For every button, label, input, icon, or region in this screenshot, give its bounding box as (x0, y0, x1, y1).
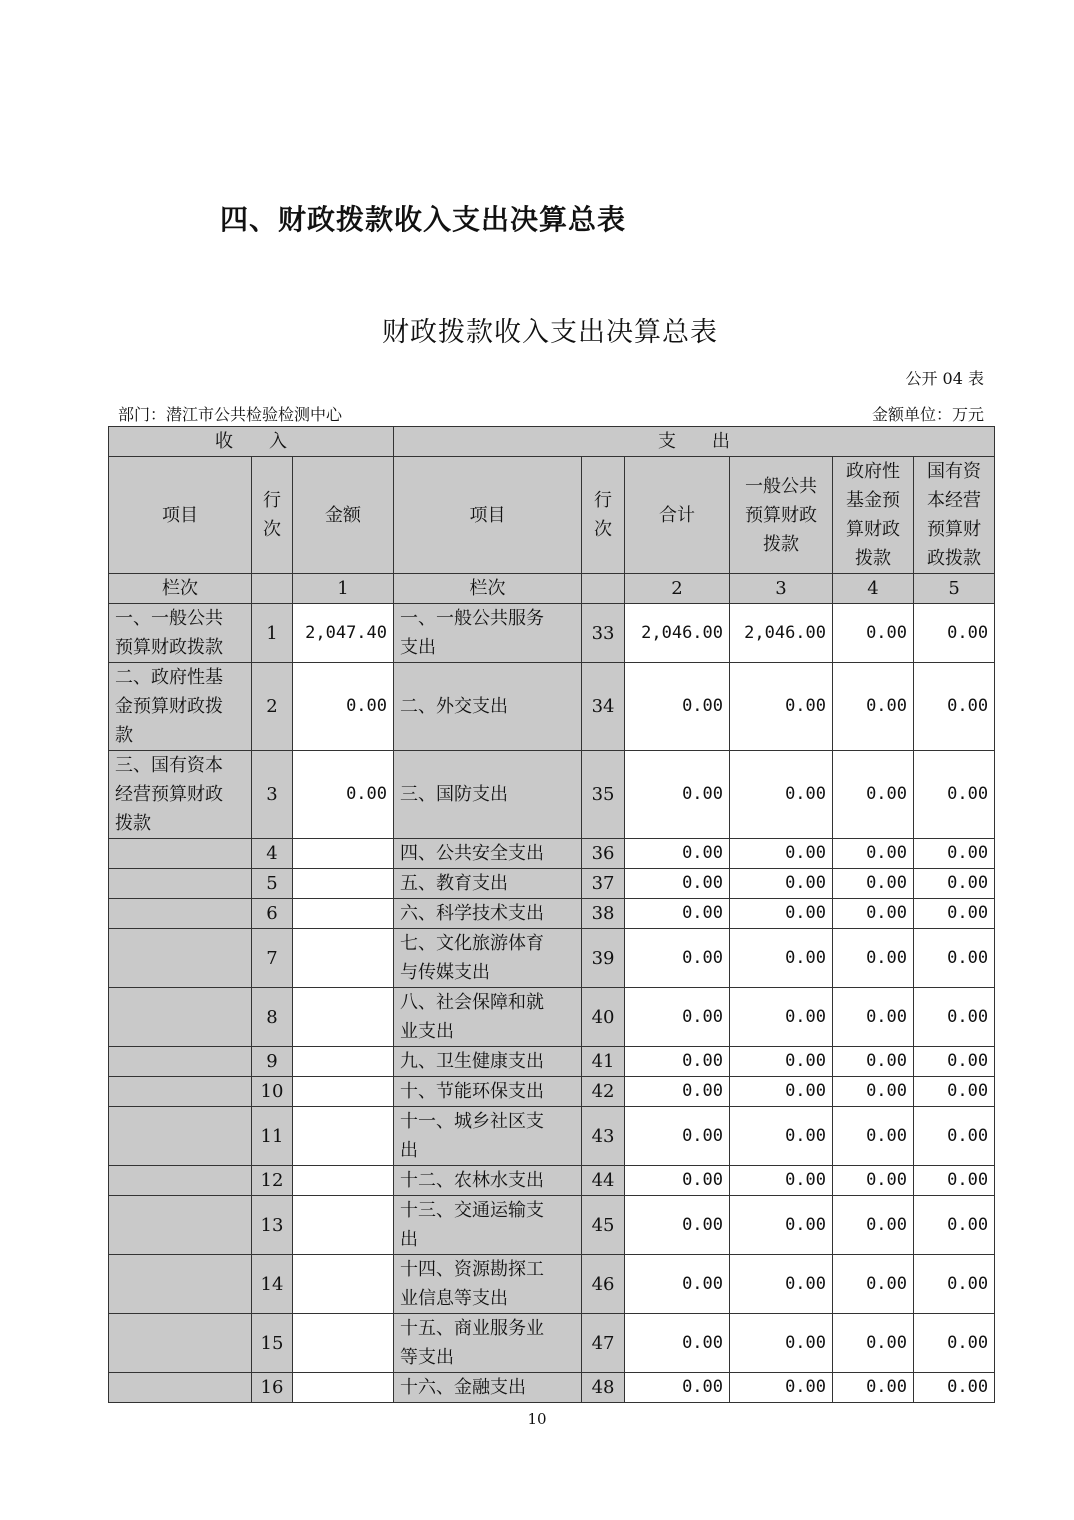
expense-item-cell: 十、节能环保支出 (394, 1077, 582, 1107)
total-cell: 0.00 (625, 988, 730, 1047)
total-cell: 0.00 (625, 869, 730, 899)
income-amount-cell (293, 1314, 394, 1373)
state-capital-cell: 0.00 (914, 1196, 995, 1255)
state-capital-cell: 0.00 (914, 1373, 995, 1403)
total-cell: 0.00 (625, 1373, 730, 1403)
total-cell: 0.00 (625, 899, 730, 929)
income-line-cell: 15 (252, 1314, 293, 1373)
gov-fund-cell: 0.00 (833, 929, 914, 988)
table-row (109, 1107, 995, 1166)
gov-fund-cell: 0.00 (833, 1314, 914, 1373)
expense-item-cell: 三、国防支出 (394, 751, 582, 839)
income-amount-cell (293, 869, 394, 899)
appropriation-table (108, 426, 995, 1403)
general-budget-cell: 0.00 (730, 1255, 833, 1314)
expense-line-cell: 37 (582, 869, 625, 899)
expense-item-cell: 九、卫生健康支出 (394, 1047, 582, 1077)
table-row (109, 751, 995, 839)
income-line-cell: 11 (252, 1107, 293, 1166)
income-amount-cell (293, 929, 394, 988)
state-capital-cell: 0.00 (914, 869, 995, 899)
total-cell: 0.00 (625, 1107, 730, 1166)
expense-line-cell: 48 (582, 1373, 625, 1403)
income-amount-cell: 2,047.40 (293, 604, 394, 663)
expense-line-cell: 45 (582, 1196, 625, 1255)
general-budget-cell: 0.00 (730, 751, 833, 839)
department-label: 部门：潜江市公共检验检测中心 (118, 405, 343, 424)
general-budget-cell: 0.00 (730, 1166, 833, 1196)
income-header: 收 入 (109, 427, 394, 457)
total-cell: 0.00 (625, 1196, 730, 1255)
column-index-empty (252, 574, 293, 604)
income-item-header: 项目 (109, 457, 252, 574)
gov-fund-cell: 0.00 (833, 604, 914, 663)
income-line-cell: 13 (252, 1196, 293, 1255)
income-line-cell: 16 (252, 1373, 293, 1403)
general-budget-cell: 0.00 (730, 899, 833, 929)
gov-fund-cell: 0.00 (833, 1196, 914, 1255)
income-amount-cell (293, 1047, 394, 1077)
expense-item-cell: 十五、商业服务业 等支出 (394, 1314, 582, 1373)
income-item-cell (109, 869, 252, 899)
state-capital-cell: 0.00 (914, 929, 995, 988)
table-row (109, 1373, 995, 1403)
income-item-cell (109, 839, 252, 869)
income-item-cell (109, 1373, 252, 1403)
income-line-cell: 1 (252, 604, 293, 663)
column-index-empty (582, 574, 625, 604)
total-cell: 0.00 (625, 929, 730, 988)
expense-line-cell: 47 (582, 1314, 625, 1373)
income-item-cell (109, 899, 252, 929)
expense-item-cell: 二、外交支出 (394, 663, 582, 751)
income-line-cell: 14 (252, 1255, 293, 1314)
gov-fund-cell: 0.00 (833, 1255, 914, 1314)
expense-item-cell: 十一、城乡社区支 出 (394, 1107, 582, 1166)
income-item-cell (109, 988, 252, 1047)
expense-item-cell: 四、公共安全支出 (394, 839, 582, 869)
state-capital-cell: 0.00 (914, 988, 995, 1047)
general-budget-cell: 0.00 (730, 1047, 833, 1077)
table-row (109, 929, 995, 988)
table-title: 财政拨款收入支出决算总表 (382, 317, 718, 348)
page-number: 10 (527, 1410, 547, 1428)
income-item-cell (109, 929, 252, 988)
expense-item-cell: 一、一般公共服务 支出 (394, 604, 582, 663)
gov-fund-cell: 0.00 (833, 1373, 914, 1403)
gov-fund-cell: 0.00 (833, 1166, 914, 1196)
income-item-cell (109, 1196, 252, 1255)
income-amount-header: 金额 (293, 457, 394, 574)
expense-item-cell: 八、社会保障和就 业支出 (394, 988, 582, 1047)
column-index-1: 1 (293, 574, 394, 604)
column-index-2: 2 (625, 574, 730, 604)
income-amount-cell: 0.00 (293, 751, 394, 839)
table-row (109, 663, 995, 751)
gov-fund-cell: 0.00 (833, 1107, 914, 1166)
state-capital-header: 国有资 本经营 预算财 政拨款 (914, 457, 995, 574)
gov-fund-cell: 0.00 (833, 988, 914, 1047)
general-budget-cell: 0.00 (730, 663, 833, 751)
state-capital-cell: 0.00 (914, 1166, 995, 1196)
gov-fund-cell: 0.00 (833, 839, 914, 869)
table-row (109, 1255, 995, 1314)
expense-line-cell: 34 (582, 663, 625, 751)
general-budget-cell: 0.00 (730, 929, 833, 988)
general-budget-header: 一般公共 预算财政 拨款 (730, 457, 833, 574)
expense-header: 支 出 (394, 427, 995, 457)
general-budget-cell: 2,046.00 (730, 604, 833, 663)
table-row (109, 988, 995, 1047)
income-amount-cell: 0.00 (293, 663, 394, 751)
general-budget-cell: 0.00 (730, 869, 833, 899)
general-budget-cell: 0.00 (730, 1314, 833, 1373)
income-item-cell (109, 1166, 252, 1196)
column-index-label: 栏次 (109, 574, 252, 604)
table-row (109, 839, 995, 869)
income-line-cell: 6 (252, 899, 293, 929)
income-amount-cell (293, 1166, 394, 1196)
gov-fund-cell: 0.00 (833, 1077, 914, 1107)
expense-line-cell: 35 (582, 751, 625, 839)
income-item-cell (109, 1314, 252, 1373)
table-row (109, 1196, 995, 1255)
expense-line-cell: 40 (582, 988, 625, 1047)
expense-line-cell: 41 (582, 1047, 625, 1077)
income-item-cell (109, 1255, 252, 1314)
income-amount-cell (293, 1077, 394, 1107)
expense-line-cell: 36 (582, 839, 625, 869)
expense-line-cell: 46 (582, 1255, 625, 1314)
table-row (109, 1047, 995, 1077)
form-number: 公开 04 表 (905, 369, 984, 388)
state-capital-cell: 0.00 (914, 663, 995, 751)
income-item-cell (109, 1077, 252, 1107)
state-capital-cell: 0.00 (914, 1255, 995, 1314)
income-line-header: 行 次 (252, 457, 293, 574)
income-line-cell: 12 (252, 1166, 293, 1196)
gov-fund-cell: 0.00 (833, 751, 914, 839)
state-capital-cell: 0.00 (914, 1314, 995, 1373)
column-index-label: 栏次 (394, 574, 582, 604)
income-amount-cell (293, 899, 394, 929)
general-budget-cell: 0.00 (730, 1196, 833, 1255)
income-line-cell: 10 (252, 1077, 293, 1107)
table-row (109, 1077, 995, 1107)
total-header: 合计 (625, 457, 730, 574)
expense-line-cell: 33 (582, 604, 625, 663)
general-budget-cell: 0.00 (730, 1107, 833, 1166)
gov-fund-cell: 0.00 (833, 663, 914, 751)
gov-fund-cell: 0.00 (833, 1047, 914, 1077)
amount-unit-label: 金额单位：万元 (871, 405, 984, 424)
income-line-cell: 9 (252, 1047, 293, 1077)
table-row (109, 899, 995, 929)
table-row (109, 604, 995, 663)
state-capital-cell: 0.00 (914, 1077, 995, 1107)
gov-fund-cell: 0.00 (833, 869, 914, 899)
expense-item-cell: 七、文化旅游体育 与传媒支出 (394, 929, 582, 988)
income-line-cell: 4 (252, 839, 293, 869)
income-line-cell: 3 (252, 751, 293, 839)
expense-line-cell: 39 (582, 929, 625, 988)
income-item-cell (109, 1107, 252, 1166)
total-cell: 0.00 (625, 1047, 730, 1077)
income-amount-cell (293, 1373, 394, 1403)
expense-item-header: 项目 (394, 457, 582, 574)
total-cell: 0.00 (625, 1255, 730, 1314)
expense-item-cell: 五、教育支出 (394, 869, 582, 899)
income-amount-cell (293, 839, 394, 869)
income-amount-cell (293, 988, 394, 1047)
expense-line-header: 行 次 (582, 457, 625, 574)
income-item-cell: 三、国有资本 经营预算财政 拨款 (109, 751, 252, 839)
column-index-4: 4 (833, 574, 914, 604)
expense-item-cell: 十四、资源勘探工 业信息等支出 (394, 1255, 582, 1314)
total-cell: 0.00 (625, 751, 730, 839)
expense-item-cell: 六、科学技术支出 (394, 899, 582, 929)
gov-fund-cell: 0.00 (833, 899, 914, 929)
total-cell: 0.00 (625, 1077, 730, 1107)
section-heading: 四、财政拨款收入支出决算总表 (220, 203, 627, 236)
table-row (109, 869, 995, 899)
total-cell: 2,046.00 (625, 604, 730, 663)
income-amount-cell (293, 1255, 394, 1314)
state-capital-cell: 0.00 (914, 1047, 995, 1077)
column-index-3: 3 (730, 574, 833, 604)
table-row (109, 1314, 995, 1373)
total-cell: 0.00 (625, 1314, 730, 1373)
expense-line-cell: 38 (582, 899, 625, 929)
income-line-cell: 2 (252, 663, 293, 751)
general-budget-cell: 0.00 (730, 1077, 833, 1107)
income-line-cell: 5 (252, 869, 293, 899)
income-item-cell: 一、一般公共 预算财政拨款 (109, 604, 252, 663)
expense-item-cell: 十二、农林水支出 (394, 1166, 582, 1196)
expense-line-cell: 44 (582, 1166, 625, 1196)
total-cell: 0.00 (625, 1166, 730, 1196)
total-cell: 0.00 (625, 663, 730, 751)
state-capital-cell: 0.00 (914, 751, 995, 839)
total-cell: 0.00 (625, 839, 730, 869)
income-line-cell: 7 (252, 929, 293, 988)
gov-fund-header: 政府性 基金预 算财政 拨款 (833, 457, 914, 574)
table-row (109, 1166, 995, 1196)
state-capital-cell: 0.00 (914, 839, 995, 869)
general-budget-cell: 0.00 (730, 839, 833, 869)
expense-line-cell: 42 (582, 1077, 625, 1107)
income-amount-cell (293, 1107, 394, 1166)
state-capital-cell: 0.00 (914, 899, 995, 929)
state-capital-cell: 0.00 (914, 604, 995, 663)
state-capital-cell: 0.00 (914, 1107, 995, 1166)
income-amount-cell (293, 1196, 394, 1255)
income-item-cell: 二、政府性基 金预算财政拨 款 (109, 663, 252, 751)
expense-item-cell: 十三、交通运输支 出 (394, 1196, 582, 1255)
income-item-cell (109, 1047, 252, 1077)
general-budget-cell: 0.00 (730, 1373, 833, 1403)
expense-line-cell: 43 (582, 1107, 625, 1166)
column-index-5: 5 (914, 574, 995, 604)
expense-item-cell: 十六、金融支出 (394, 1373, 582, 1403)
general-budget-cell: 0.00 (730, 988, 833, 1047)
income-line-cell: 8 (252, 988, 293, 1047)
